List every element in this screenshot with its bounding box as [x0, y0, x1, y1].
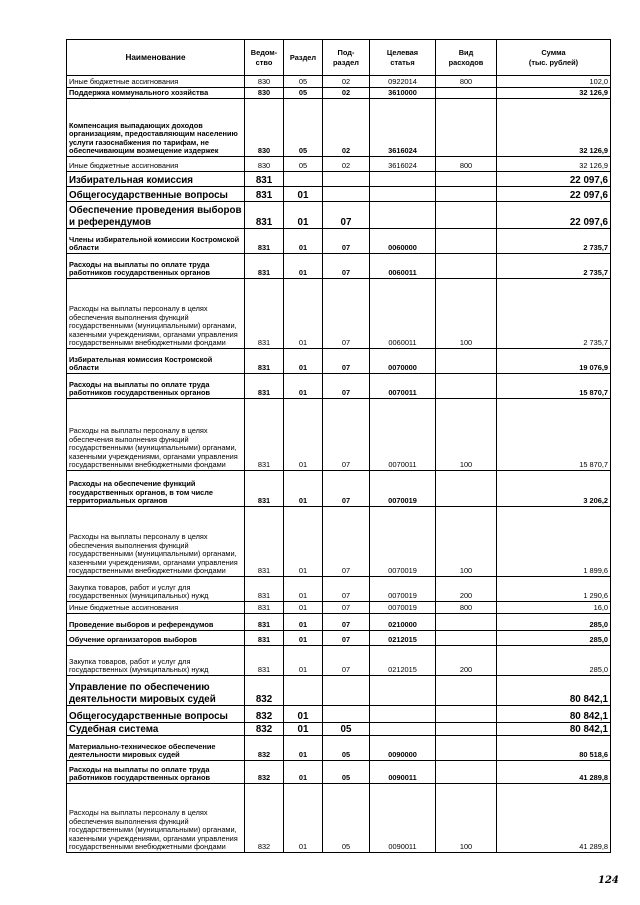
row-kind — [436, 614, 497, 631]
row-subsection: 02 — [323, 76, 370, 88]
row-kind: 800 — [436, 157, 497, 172]
row-kind — [436, 761, 497, 784]
row-sum: 80 842,1 — [497, 723, 611, 736]
row-dept: 831 — [245, 279, 284, 349]
row-section: 01 — [284, 399, 323, 471]
table-row — [67, 99, 611, 157]
row-target: 0070011 — [370, 399, 436, 471]
row-subsection: 07 — [323, 614, 370, 631]
table-row — [67, 399, 611, 471]
row-kind: 200 — [436, 577, 497, 602]
row-subsection: 07 — [323, 202, 370, 229]
table-header-row — [67, 40, 611, 76]
row-kind: 100 — [436, 399, 497, 471]
row-sum: 15 870,7 — [497, 399, 611, 471]
row-dept: 831 — [245, 577, 284, 602]
row-kind — [436, 202, 497, 229]
row-sum: 41 289,8 — [497, 784, 611, 853]
row-subsection — [323, 676, 370, 706]
table-row — [67, 646, 611, 676]
header-kind: Вид расходов — [436, 40, 497, 76]
row-dept: 831 — [245, 254, 284, 279]
row-name: Иные бюджетные ассигнования — [67, 76, 245, 88]
row-name: Иные бюджетные ассигнования — [67, 157, 245, 172]
row-kind — [436, 187, 497, 202]
row-section: 01 — [284, 723, 323, 736]
row-target — [370, 202, 436, 229]
row-dept: 831 — [245, 374, 284, 399]
row-kind: 100 — [436, 279, 497, 349]
row-dept: 832 — [245, 676, 284, 706]
row-subsection: 07 — [323, 507, 370, 577]
table-row — [67, 614, 611, 631]
row-target: 0212015 — [370, 631, 436, 646]
row-name: Расходы на выплаты по оплате труда работников государственных органов — [67, 374, 245, 399]
row-dept: 830 — [245, 99, 284, 157]
row-subsection: 05 — [323, 784, 370, 853]
row-section: 05 — [284, 76, 323, 88]
row-sum: 80 518,6 — [497, 736, 611, 761]
row-kind: 100 — [436, 507, 497, 577]
row-subsection: 05 — [323, 723, 370, 736]
row-target: 0070019 — [370, 507, 436, 577]
row-sum: 80 842,1 — [497, 676, 611, 706]
row-subsection: 07 — [323, 349, 370, 374]
row-section: 01 — [284, 736, 323, 761]
row-kind: 800 — [436, 602, 497, 614]
table-row — [67, 507, 611, 577]
row-section: 01 — [284, 471, 323, 507]
row-section — [284, 172, 323, 187]
row-kind: 800 — [436, 76, 497, 88]
row-target: 3610000 — [370, 88, 436, 99]
row-sum: 41 289,8 — [497, 761, 611, 784]
row-kind — [436, 229, 497, 254]
table-row — [67, 202, 611, 229]
row-section: 01 — [284, 602, 323, 614]
row-dept: 831 — [245, 202, 284, 229]
row-name: Расходы на выплаты по оплате труда работников государственных органов — [67, 254, 245, 279]
row-section: 01 — [284, 631, 323, 646]
row-dept: 831 — [245, 349, 284, 374]
header-name: Наименование — [67, 40, 245, 76]
table-row — [67, 88, 611, 99]
row-name: Расходы на выплаты персоналу в целях обеспечения выполнения функций государственными (муниципальными) органами, казенными учреждениями, органами управления государственными внебюджетными фондами — [67, 399, 245, 471]
row-dept: 831 — [245, 229, 284, 254]
header-subsection: Под- раздел — [323, 40, 370, 76]
row-name: Расходы на выплаты персоналу в целях обеспечения выполнения функций государственными (муниципальными) органами, казенными учреждениями, органами управления государственными внебюджетными фондами — [67, 507, 245, 577]
table-row — [67, 577, 611, 602]
row-dept: 832 — [245, 736, 284, 761]
row-sum: 32 126,9 — [497, 88, 611, 99]
row-target: 0212015 — [370, 646, 436, 676]
row-kind — [436, 172, 497, 187]
row-dept: 831 — [245, 187, 284, 202]
row-subsection — [323, 187, 370, 202]
row-kind — [436, 736, 497, 761]
row-target — [370, 676, 436, 706]
table-row — [67, 172, 611, 187]
row-name: Общегосударственные вопросы — [67, 187, 245, 202]
row-name: Члены избирательной комиссии Костромской области — [67, 229, 245, 254]
row-name: Судебная система — [67, 723, 245, 736]
row-name: Расходы на обеспечение функций государственных органов, в том числе территориальных органов — [67, 471, 245, 507]
row-subsection — [323, 172, 370, 187]
row-target: 0090011 — [370, 784, 436, 853]
row-section: 01 — [284, 254, 323, 279]
row-section: 05 — [284, 157, 323, 172]
document-page — [66, 39, 611, 853]
row-name: Закупка товаров, работ и услуг для государственных (муниципальных) нужд — [67, 577, 245, 602]
row-sum: 15 870,7 — [497, 374, 611, 399]
table-row — [67, 602, 611, 614]
row-section: 01 — [284, 349, 323, 374]
row-kind: 200 — [436, 646, 497, 676]
row-target: 0060011 — [370, 254, 436, 279]
row-section: 01 — [284, 706, 323, 723]
row-section: 01 — [284, 202, 323, 229]
row-section: 01 — [284, 761, 323, 784]
row-subsection — [323, 706, 370, 723]
table-row — [67, 676, 611, 706]
table-row — [67, 736, 611, 761]
table-row — [67, 374, 611, 399]
row-dept: 831 — [245, 631, 284, 646]
table-row — [67, 229, 611, 254]
row-subsection: 07 — [323, 577, 370, 602]
row-kind — [436, 631, 497, 646]
row-dept: 831 — [245, 646, 284, 676]
row-section: 01 — [284, 229, 323, 254]
row-section: 01 — [284, 784, 323, 853]
row-kind — [436, 99, 497, 157]
row-subsection: 07 — [323, 279, 370, 349]
row-target: 0060011 — [370, 279, 436, 349]
table-row — [67, 723, 611, 736]
row-sum: 32 126,9 — [497, 157, 611, 172]
header-sum: Сумма (тыс. рублей) — [497, 40, 611, 76]
row-dept: 832 — [245, 784, 284, 853]
row-target: 3616024 — [370, 157, 436, 172]
row-target: 0060000 — [370, 229, 436, 254]
row-section: 01 — [284, 577, 323, 602]
row-name: Закупка товаров, работ и услуг для государственных (муниципальных) нужд — [67, 646, 245, 676]
header-section: Раздел — [284, 40, 323, 76]
row-dept: 831 — [245, 172, 284, 187]
row-section: 01 — [284, 646, 323, 676]
row-target — [370, 187, 436, 202]
row-name: Иные бюджетные ассигнования — [67, 602, 245, 614]
table-row — [67, 279, 611, 349]
row-kind — [436, 676, 497, 706]
table-row — [67, 76, 611, 88]
table-row — [67, 784, 611, 853]
row-sum: 285,0 — [497, 646, 611, 676]
row-section: 01 — [284, 374, 323, 399]
row-target: 0922014 — [370, 76, 436, 88]
row-name: Управление по обеспечению деятельности мировых судей — [67, 676, 245, 706]
row-subsection: 02 — [323, 99, 370, 157]
table-row — [67, 471, 611, 507]
page-number: 124 — [598, 875, 619, 886]
row-dept: 830 — [245, 88, 284, 99]
row-kind: 100 — [436, 784, 497, 853]
row-sum: 2 735,7 — [497, 279, 611, 349]
row-subsection: 02 — [323, 88, 370, 99]
row-sum: 22 097,6 — [497, 202, 611, 229]
row-sum: 19 076,9 — [497, 349, 611, 374]
row-sum: 102,0 — [497, 76, 611, 88]
row-subsection: 07 — [323, 254, 370, 279]
row-target: 0090000 — [370, 736, 436, 761]
row-sum: 3 206,2 — [497, 471, 611, 507]
row-subsection: 07 — [323, 471, 370, 507]
row-sum: 2 735,7 — [497, 229, 611, 254]
row-kind — [436, 374, 497, 399]
row-kind — [436, 88, 497, 99]
row-name: Проведение выборов и референдумов — [67, 614, 245, 631]
row-sum: 80 842,1 — [497, 706, 611, 723]
row-dept: 832 — [245, 761, 284, 784]
row-target: 0070019 — [370, 577, 436, 602]
table-row — [67, 349, 611, 374]
row-dept: 830 — [245, 157, 284, 172]
row-sum: 22 097,6 — [497, 172, 611, 187]
row-section: 01 — [284, 507, 323, 577]
row-target: 0070019 — [370, 471, 436, 507]
row-target: 3616024 — [370, 99, 436, 157]
row-subsection: 07 — [323, 646, 370, 676]
row-dept: 831 — [245, 507, 284, 577]
row-name: Компенсация выпадающих доходов организациям, предоставляющим населению услуги газоснабжения по тарифам, не обеспечивающим возмещение издержек — [67, 99, 245, 157]
row-sum: 1 899,6 — [497, 507, 611, 577]
row-kind — [436, 723, 497, 736]
row-sum: 2 735,7 — [497, 254, 611, 279]
row-subsection: 07 — [323, 229, 370, 254]
row-sum: 285,0 — [497, 614, 611, 631]
row-target: 0070019 — [370, 602, 436, 614]
table-row — [67, 706, 611, 723]
row-section — [284, 676, 323, 706]
row-name: Расходы на выплаты по оплате труда работников государственных органов — [67, 761, 245, 784]
row-kind — [436, 254, 497, 279]
row-name: Расходы на выплаты персоналу в целях обеспечения выполнения функций государственными (муниципальными) органами, казенными учреждениями, органами управления государственными внебюджетными фондами — [67, 784, 245, 853]
row-target: 0210000 — [370, 614, 436, 631]
row-dept: 831 — [245, 399, 284, 471]
table-body — [67, 76, 611, 853]
row-dept: 831 — [245, 471, 284, 507]
row-target: 0090011 — [370, 761, 436, 784]
row-target: 0070011 — [370, 374, 436, 399]
row-dept: 830 — [245, 76, 284, 88]
row-name: Обучение организаторов выборов — [67, 631, 245, 646]
row-name: Материально-техническое обеспечение деятельности мировых судей — [67, 736, 245, 761]
row-name: Избирательная комиссия Костромской области — [67, 349, 245, 374]
table-row — [67, 157, 611, 172]
row-kind — [436, 471, 497, 507]
header-dept: Ведом- ство — [245, 40, 284, 76]
table-row — [67, 761, 611, 784]
row-target: 0070000 — [370, 349, 436, 374]
row-subsection: 02 — [323, 157, 370, 172]
row-sum: 285,0 — [497, 631, 611, 646]
row-section: 01 — [284, 614, 323, 631]
row-subsection: 05 — [323, 736, 370, 761]
row-target — [370, 723, 436, 736]
row-target — [370, 706, 436, 723]
row-section: 01 — [284, 187, 323, 202]
row-dept: 832 — [245, 706, 284, 723]
row-name: Избирательная комиссия — [67, 172, 245, 187]
row-name: Расходы на выплаты персоналу в целях обеспечения выполнения функций государственными (муниципальными) органами, казенными учреждениями, органами управления государственными внебюджетными фондами — [67, 279, 245, 349]
table-row — [67, 187, 611, 202]
row-sum: 1 290,6 — [497, 577, 611, 602]
row-target — [370, 172, 436, 187]
row-sum: 16,0 — [497, 602, 611, 614]
row-kind — [436, 349, 497, 374]
table-row — [67, 254, 611, 279]
header-target: Целевая статья — [370, 40, 436, 76]
row-name: Общегосударственные вопросы — [67, 706, 245, 723]
row-sum: 32 126,9 — [497, 99, 611, 157]
row-subsection: 07 — [323, 631, 370, 646]
row-subsection: 07 — [323, 602, 370, 614]
row-subsection: 05 — [323, 761, 370, 784]
row-subsection: 07 — [323, 399, 370, 471]
row-sum: 22 097,6 — [497, 187, 611, 202]
row-section: 05 — [284, 88, 323, 99]
row-name: Поддержка коммунального хозяйства — [67, 88, 245, 99]
budget-table — [66, 39, 611, 853]
row-dept: 831 — [245, 602, 284, 614]
row-kind — [436, 706, 497, 723]
row-section: 01 — [284, 279, 323, 349]
row-subsection: 07 — [323, 374, 370, 399]
row-name: Обеспечение проведения выборов и референдумов — [67, 202, 245, 229]
row-dept: 831 — [245, 614, 284, 631]
table-row — [67, 631, 611, 646]
row-section: 05 — [284, 99, 323, 157]
row-dept: 832 — [245, 723, 284, 736]
